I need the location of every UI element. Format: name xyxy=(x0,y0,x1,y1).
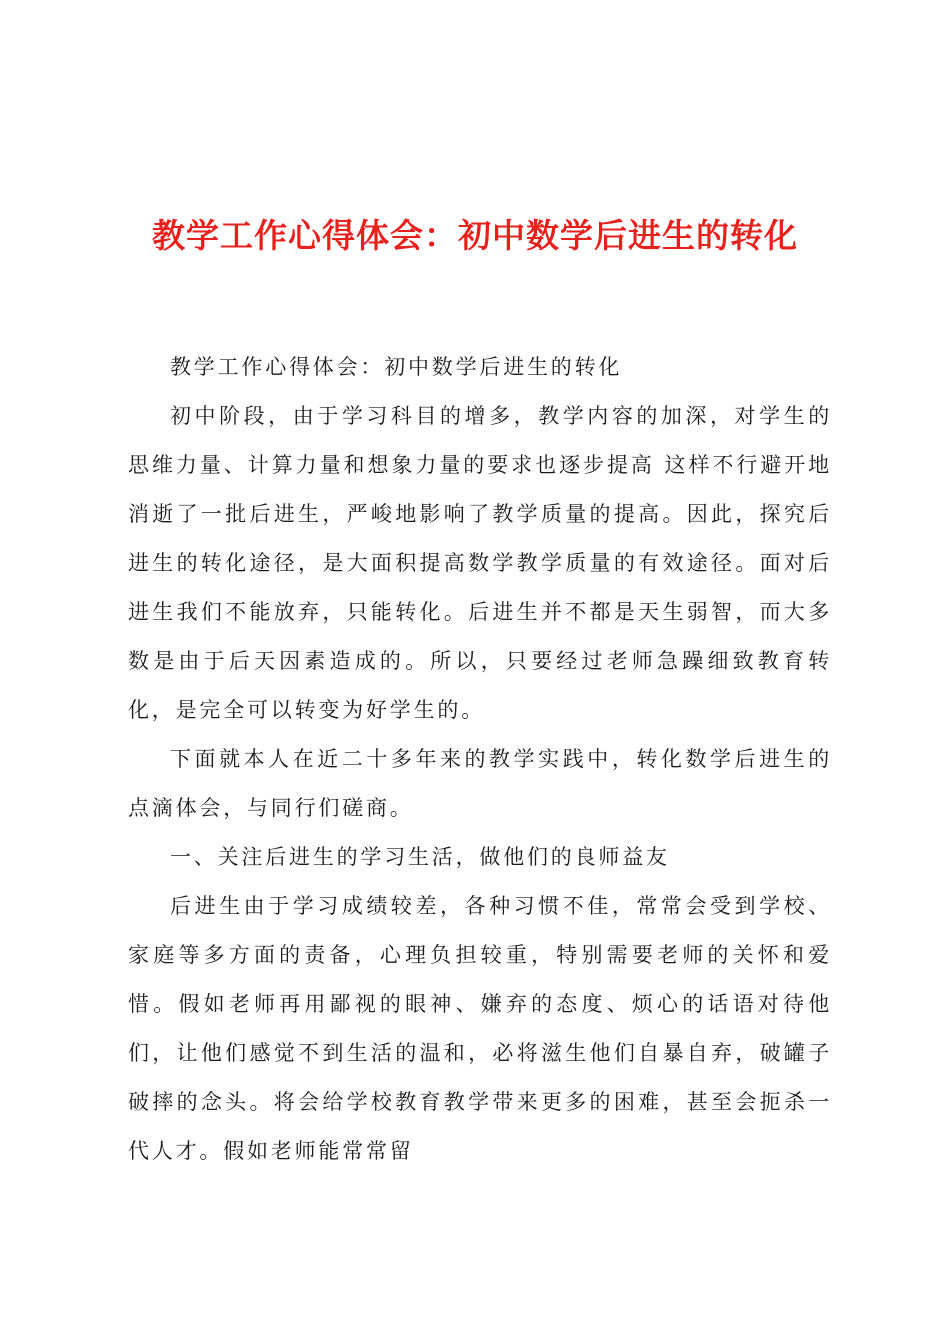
document-body xyxy=(128,343,832,1176)
document-title: 教学工作心得体会：初中数学后进生的转化 xyxy=(152,216,798,255)
paragraph-experience: 下面就本人在近二十多年来的教学实践中，转化数学后进生的点滴体会，与同行们磋商。 xyxy=(128,747,832,820)
paragraph-intro: 初中阶段，由于学习科目的增多，教学内容的加深，对学生的思维力量、计算力量和想象力量的要求也逐步提高 这样不行避开地消逝了一批后进生，严峻地影响了教学质量的提高。因此，探究后进生的转化途径，是大面积提高数学教学质量的有效途径。面对后进生我们不能放弃，只能转化。后进生并不都是天生弱智，而大多数是由于后天因素造成的。所以，只要经过老师急躁细致教育转化，是完全可以转变为好学生的。 xyxy=(128,404,832,722)
section-heading-1: 一、关注后进生的学习生活，做他们的良师益友 xyxy=(170,845,670,869)
paragraph-subtitle: 教学工作心得体会：初中数学后进生的转化 xyxy=(170,355,623,379)
paragraph-section-1: 后进生由于学习成绩较差，各种习惯不佳，常常会受到学校、家庭等多方面的责备，心理负担较重，特别需要老师的关怀和爱惜。假如老师再用鄙视的眼神、嫌弃的态度、烦心的话语对待他们，让他们感觉不到生活的温和，必将滋生他们自暴自弃，破罐子破摔的念头。将会给学校教育教学带来更多的困难，甚至会扼杀一代人才。假如老师能常常留 xyxy=(128,894,832,1163)
